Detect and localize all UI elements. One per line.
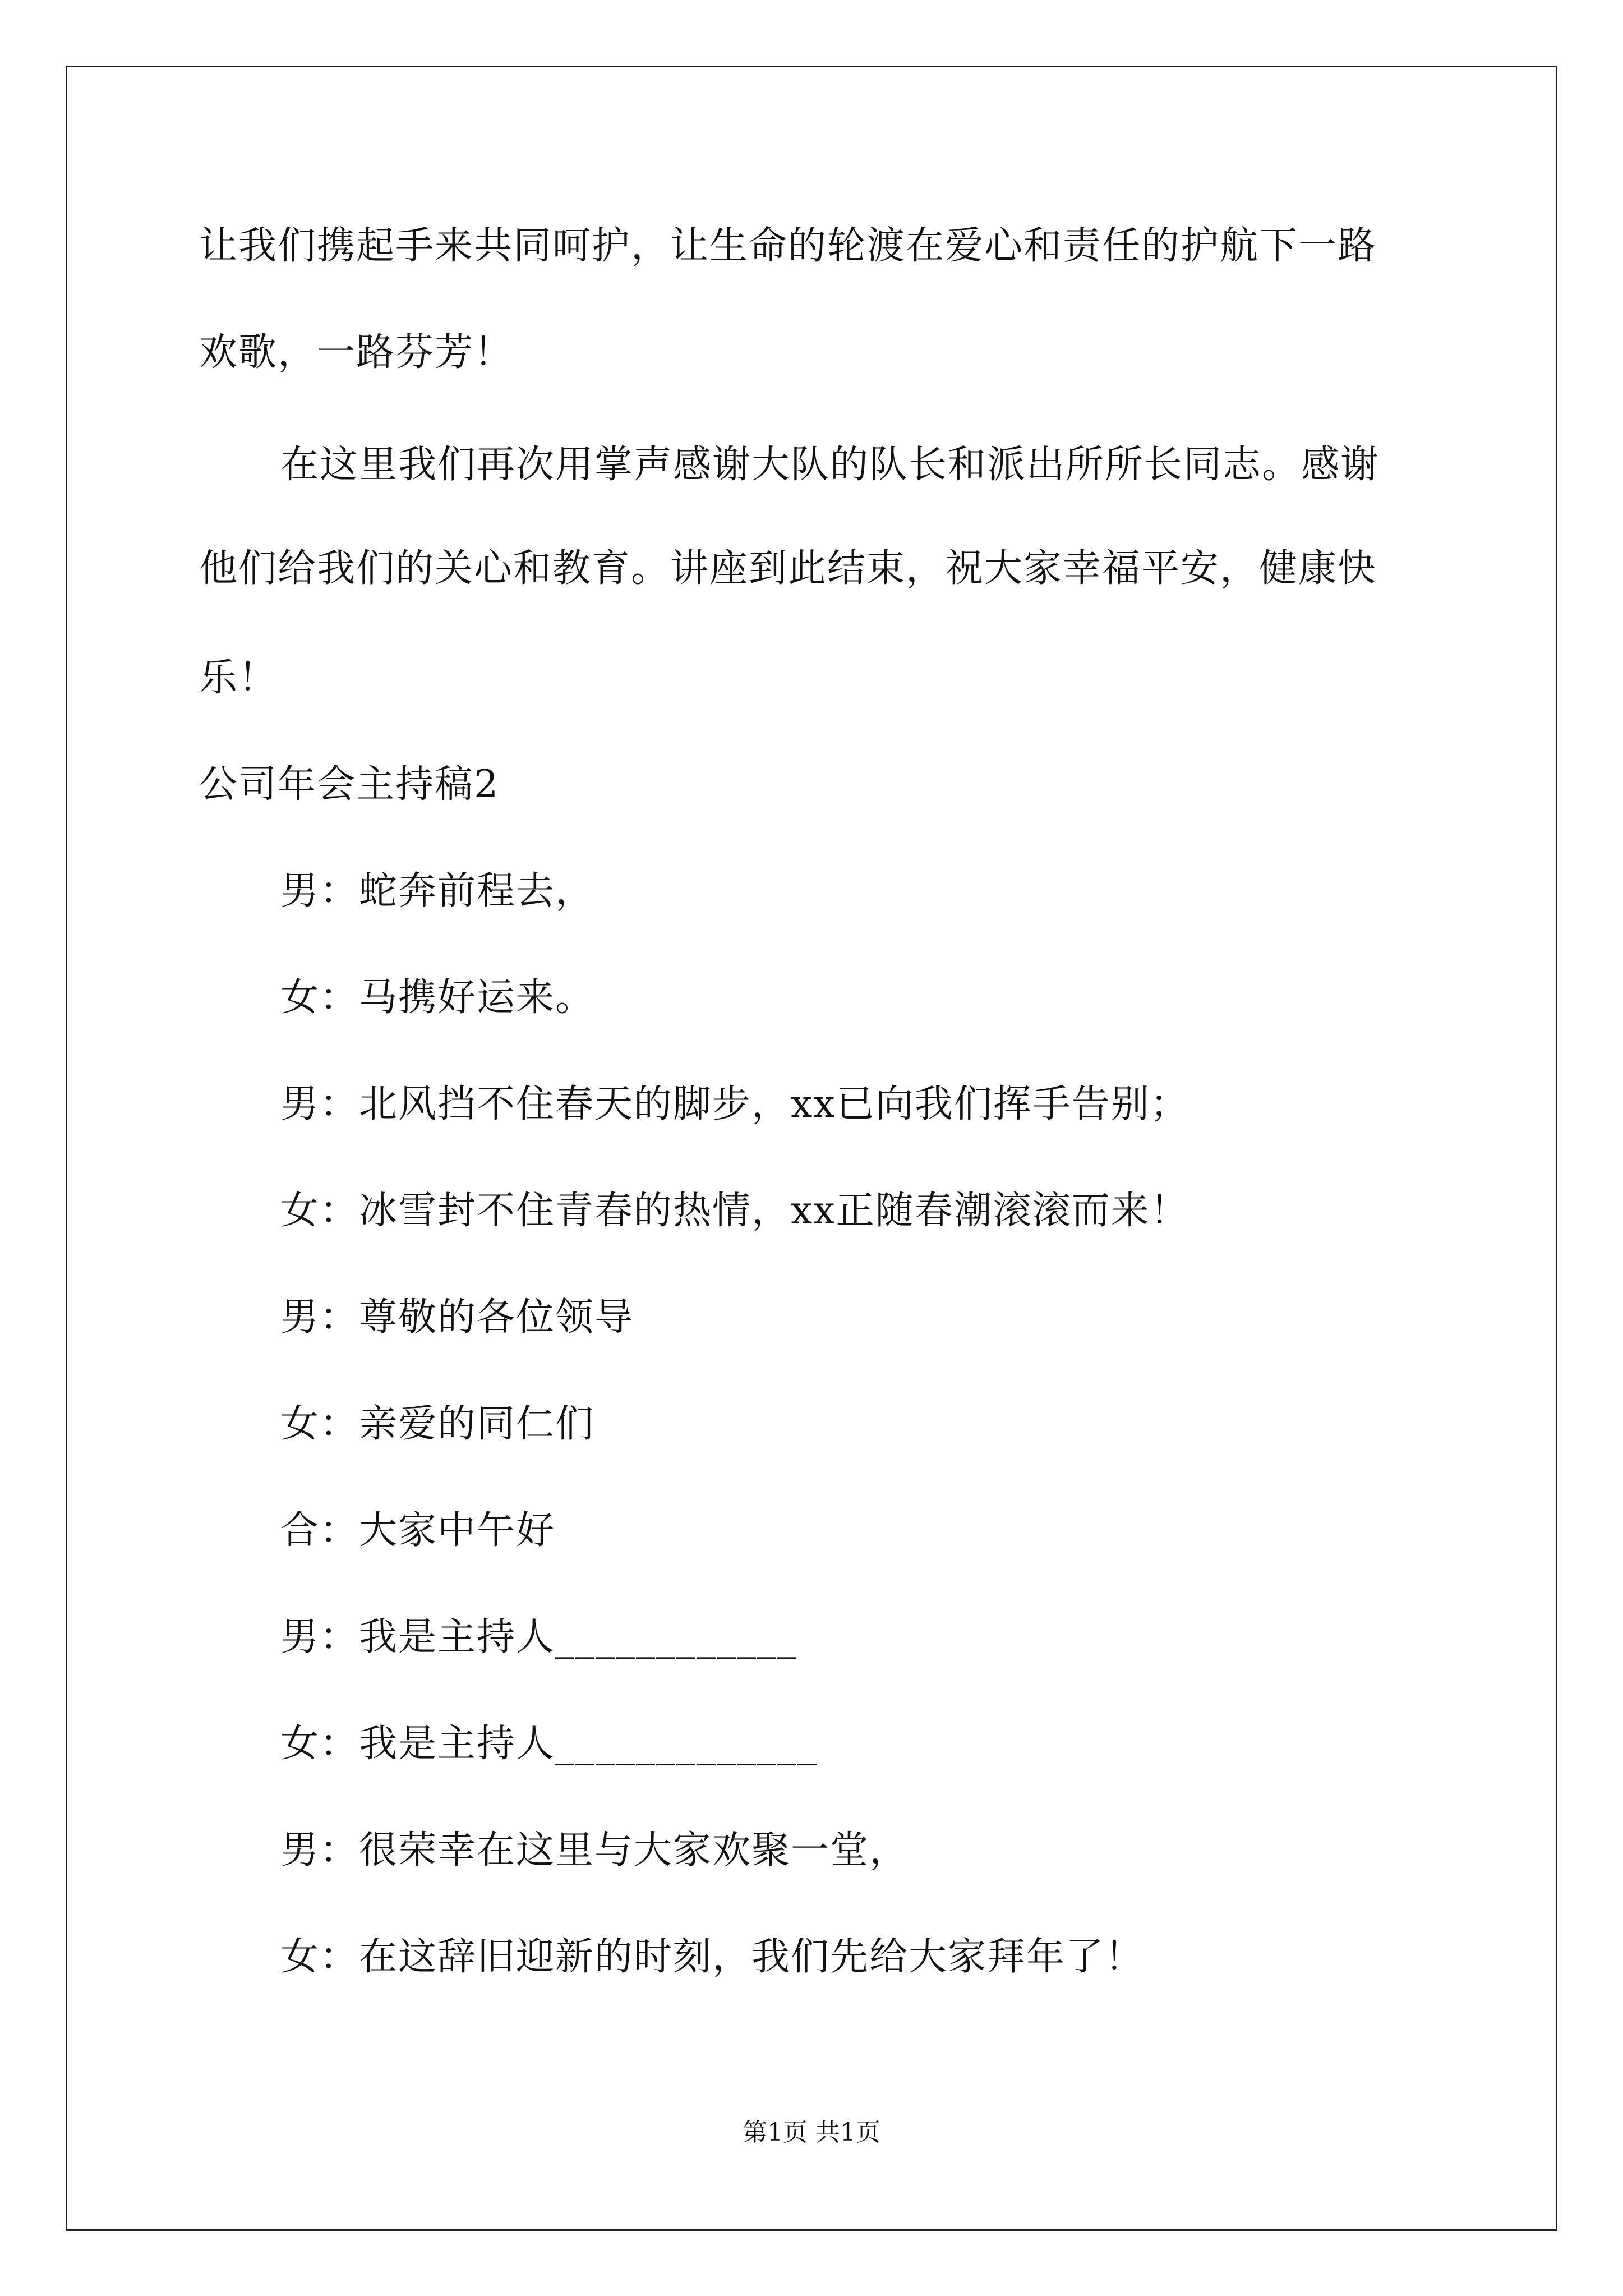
page-footer: 第1页 共1页 <box>743 2118 880 2147</box>
page-border <box>66 66 1557 2231</box>
paragraph-line: 他们给我们的关心和教育。讲座到此结束，祝大家幸福平安，健康快 <box>199 546 1377 591</box>
section-heading: 公司年会主持稿2 <box>199 762 500 807</box>
paragraph-line: 欢歌，一路芬芳！ <box>199 330 514 375</box>
dialogue-line: 男：尊敬的各位领导 <box>280 1295 634 1340</box>
dialogue-line: 合：大家中午好 <box>280 1508 556 1553</box>
dialogue-line: 女：冰雪封不住青春的热情，xx正随春潮滚滚而来！ <box>280 1189 1189 1233</box>
paragraph-line: 乐！ <box>199 656 278 700</box>
dialogue-line: 女：马携好运来。 <box>280 976 595 1020</box>
dialogue-line: 男：蛇奔前程去， <box>280 869 595 913</box>
paragraph-line: 让我们携起手来共同呵护，让生命的轮渡在爱心和责任的护航下一路 <box>199 224 1377 268</box>
dialogue-line: 女：在这辞旧迎新的时刻，我们先给大家拜年了！ <box>280 1935 1145 1979</box>
paragraph-line: 在这里我们再次用掌声感谢大队的队长和派出所所长同志。感谢 <box>280 443 1380 487</box>
dialogue-line: 男：很荣幸在这里与大家欢聚一堂， <box>280 1828 909 1872</box>
dialogue-line: 男：我是主持人____________ <box>280 1615 798 1659</box>
dialogue-line: 男：北风挡不住春天的脚步，xx已向我们挥手告别； <box>280 1082 1189 1126</box>
dialogue-line: 女：亲爱的同仁们 <box>280 1402 595 1446</box>
dialogue-line: 女：我是主持人_____________ <box>280 1722 818 1766</box>
